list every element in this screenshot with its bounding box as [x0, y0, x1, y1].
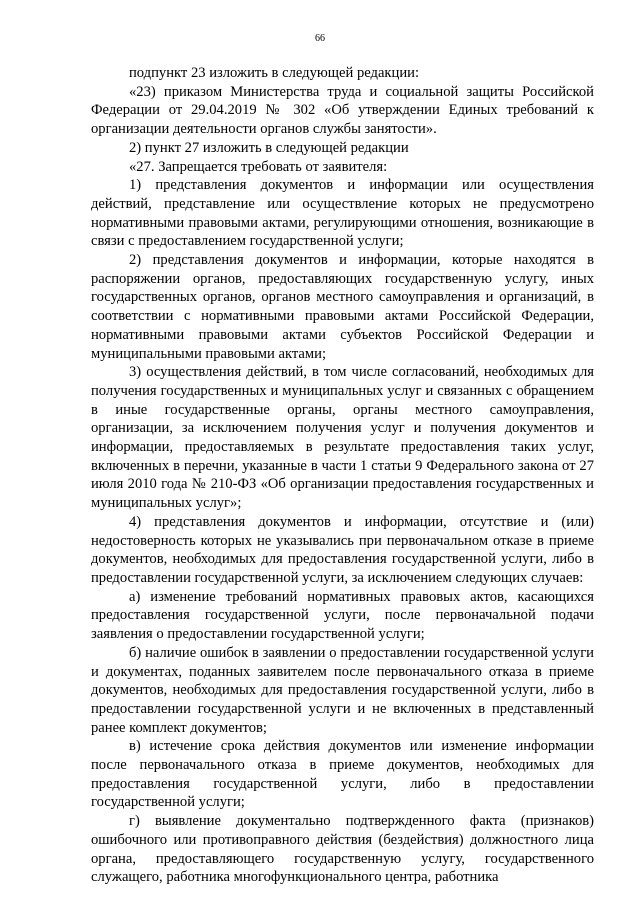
page-number: 66	[315, 33, 325, 44]
paragraph-case-v: в) истечение срока действия документов или изменение информации после первоначального отказа в приеме документов, необходимых для предоставления государственной услуги, либо в предоставлении государственной услуги;	[91, 738, 594, 811]
paragraph-item-4: 4) представления документов и информации, отсутствие и (или) недостоверность которых не указывались при первоначальном отказе в приеме документов, необходимых для предоставления государственной услуги, либо в предоставлении государственной услуги, за исключением следующих случаев:	[91, 513, 594, 586]
paragraph-amend-point-27: 2) пункт 27 изложить в следующей редакции	[129, 139, 409, 156]
paragraph-case-g: г) выявление документально подтвержденного факта (признаков) ошибочного или противоправного действия (бездействия) должностного лица органа, предоставляющего государственную услугу, государственного служащего, работника многофункционального центра, работника	[91, 813, 594, 886]
paragraph-amend-subpoint-23: подпункт 23 изложить в следующей редакции:	[129, 65, 420, 81]
paragraph-item-1: 1) представления документов и информации или осуществления действий, представление или осуществление которых не предусмотрено нормативными правовыми актами, регулирующими отношения, возникающие в связи с предоставлением государственной услуги;	[91, 177, 594, 250]
paragraph-case-a: а) изменение требований нормативных правовых актов, касающихся предоставления государственной услуги, после первоначальной подачи заявления о предоставлении государственной услуги;	[91, 588, 594, 643]
paragraph-point-27-heading: «27. Запрещается требовать от заявителя:	[129, 158, 388, 175]
paragraph-case-b: б) наличие ошибок в заявлении о предоставлении государственной услуги и документах, поданных заявителем после первоначального отказа в приеме документов, необходимых для предоставления государственной услуги, либо в предоставлении государственной услуги и не включенных в представленный ранее комплект документов;	[91, 644, 594, 736]
paragraph-subpoint-23-text: «23) приказом Министерства труда и социальной защиты Российской Федерации от 29.04.2019 № 302 «Об утверждении Единых требований к организации деятельности органов службы занятости».	[91, 83, 594, 138]
paragraph-item-2: 2) представления документов и информации, которые находятся в распоряжении органов, предоставляющих государственную услугу, иных государственных органов, органов местного самоуправления и организаций, в соответствии с нормативными правовыми актами Российской Федерации, нормативными правовыми актами субъектов Российской Федерации и муниципальными правовыми актами;	[91, 252, 594, 362]
paragraph-item-3: 3) осуществления действий, в том числе согласований, необходимых для получения государственных и муниципальных услуг и связанных с обращением в иные государственные органы, органы местного самоуправления, организации, за исключением получения услуг и получения документов и информации, предоставляемых в результате предоставления таких услуг, включенных в перечни, указанные в части 1 статьи 9 Федерального закона от 27 июля 2010 года № 210-ФЗ «Об организации предоставления государственных и муниципальных услуг»;	[91, 364, 594, 512]
document-body	[91, 64, 594, 887]
